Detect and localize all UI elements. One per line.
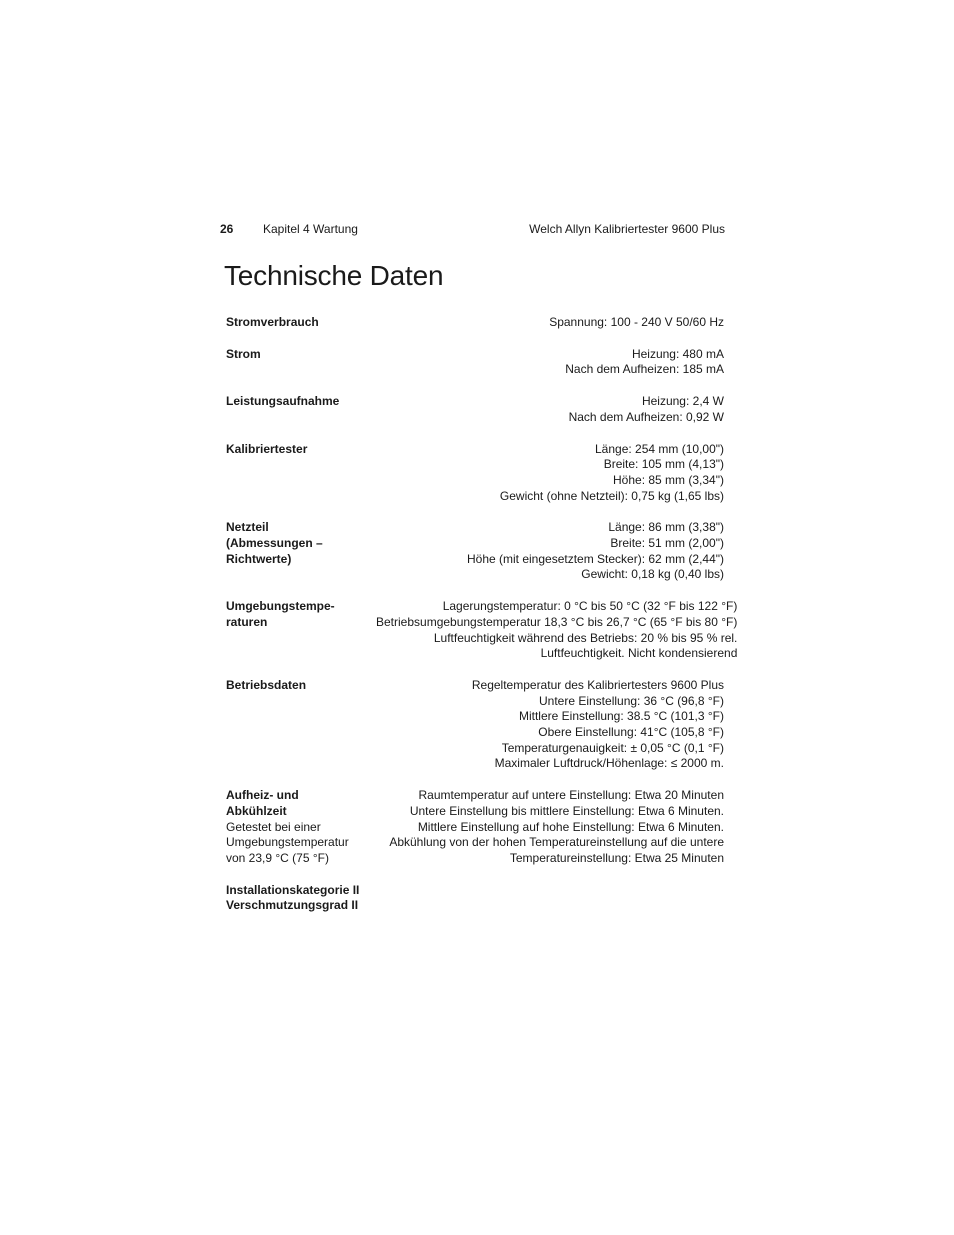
spec-value-line: Obere Einstellung: 41°C (105,8 °F) [538,725,724,740]
spec-label [226,394,376,425]
spec-value-line: Heizung: 480 mA [631,346,724,361]
spec-value-line: Mittlere Einstellung auf hohe Einstellung: Etwa 6 Minuten. [417,819,724,834]
spec-value-line: Luftfeuchtigkeit während des Betriebs: 20 % bis 95 % rel. [433,630,738,645]
spec-label-line: Strom [226,346,261,361]
spec-value-line: Länge: 86 mm (3,38") [608,520,724,535]
spec-values [376,788,724,867]
spec-label [226,315,376,331]
spec-value-line: Luftfeuchtigkeit. Nicht kondensierend [540,646,738,661]
spec-value-line: Raumtemperatur auf untere Einstellung: Etwa 20 Minuten [418,788,724,803]
spec-row [226,347,724,378]
spec-value-line: Untere Einstellung bis mittlere Einstellung: Etwa 6 Minuten. [409,803,724,818]
spec-value-line: Lagerungstemperatur: 0 °C bis 50 °C (32 °F bis 122 °F) [442,599,738,614]
page-title: Technische Daten [224,260,444,291]
spec-label-line: (Abmessungen – [226,536,323,551]
spec-value-line: Mittlere Einstellung: 38.5 °C (101,3 °F) [518,709,724,724]
spec-label-line: Verschmutzungsgrad II [226,898,359,913]
spec-label-line: raturen [226,614,268,629]
spec-value-line: Nach dem Aufheizen: 185 mA [565,362,724,377]
spec-row [226,678,724,772]
spec-label-line: Netzteil [226,520,269,535]
spec-values [376,520,724,583]
spec-value-line: Nach dem Aufheizen: 0,92 W [568,409,724,424]
spec-values [376,883,724,914]
spec-label-line: Richtwerte) [226,551,292,566]
spec-label [226,442,376,505]
spec-value-line: Heizung: 2,4 W [641,394,724,409]
spec-values [376,678,724,772]
spec-value-line: Gewicht (ohne Netzteil): 0,75 kg (1,65 lbs) [499,488,724,503]
spec-values [376,347,724,378]
spec-row [226,788,724,867]
spec-label [226,347,376,378]
spec-label-line: Leistungsaufnahme [226,394,340,409]
spec-value-line: Höhe: 85 mm (3,34") [613,472,724,487]
chapter-label: Kapitel 4 Wartung [263,222,358,236]
spec-value-line: Untere Einstellung: 36 °C (96,8 °F) [538,693,724,708]
spec-label [226,520,376,583]
spec-value-line: Temperatureinstellung: Etwa 25 Minuten [509,850,724,865]
spec-row [226,394,724,425]
spec-note-line: Getestet bei einer [226,819,321,834]
spec-values [376,315,724,331]
spec-label-line: Betriebsdaten [226,677,307,692]
spec-row [226,442,724,505]
spec-label-line: Stromverbrauch [226,315,319,329]
spec-note-line: von 23,9 °C (75 °F) [226,850,329,865]
spec-label [226,599,376,662]
spec-label-line: Kalibriertester [226,441,308,456]
spec-value-line: Länge: 254 mm (10,00") [595,441,724,456]
spec-label-line: Abkühlzeit [226,803,287,818]
spec-values [376,599,737,662]
spec-label [226,788,376,867]
spec-label-line: Umgebungstempe- [226,599,335,614]
spec-value-line: Höhe (mit eingesetztem Stecker): 62 mm (2,44") [466,551,724,566]
spec-value-line: Betriebsumgebungstemperatur 18,3 °C bis 26,7 °C (65 °F bis 80 °F) [376,614,738,629]
spec-value-line: Abkühlung von der hohen Temperatureinstellung auf die untere [389,835,724,850]
spec-value-line: Breite: 105 mm (4,13") [603,457,724,472]
spec-value-line: Regeltemperatur des Kalibriertesters 9600 Plus [471,677,724,692]
spec-label-line: Installationskategorie II [226,882,360,897]
page-number: 26 [220,222,234,236]
spec-row [226,315,724,331]
spec-value-line: Breite: 51 mm (2,00") [610,536,724,551]
spec-value-line: Gewicht: 0,18 kg (0,40 lbs) [581,567,724,582]
spec-row [226,520,724,583]
spec-note-line: Umgebungstemperatur [226,835,349,850]
spec-label-line: Aufheiz- und [226,788,299,803]
page-header [220,221,725,239]
spec-label [226,678,376,772]
spec-table [226,315,738,930]
spec-values [376,394,724,425]
product-name: Welch Allyn Kalibriertester 9600 Plus [529,222,725,236]
spec-row [226,599,738,662]
spec-value-line: Spannung: 100 - 240 V 50/60 Hz [549,315,724,329]
spec-value-line: Maximaler Luftdruck/Höhenlage: ≤ 2000 m. [494,756,724,771]
spec-values [376,442,724,505]
spec-row [226,883,724,914]
spec-label [226,883,376,914]
spec-value-line: Temperaturgenauigkeit: ± 0,05 °C (0,1 °F) [501,740,724,755]
